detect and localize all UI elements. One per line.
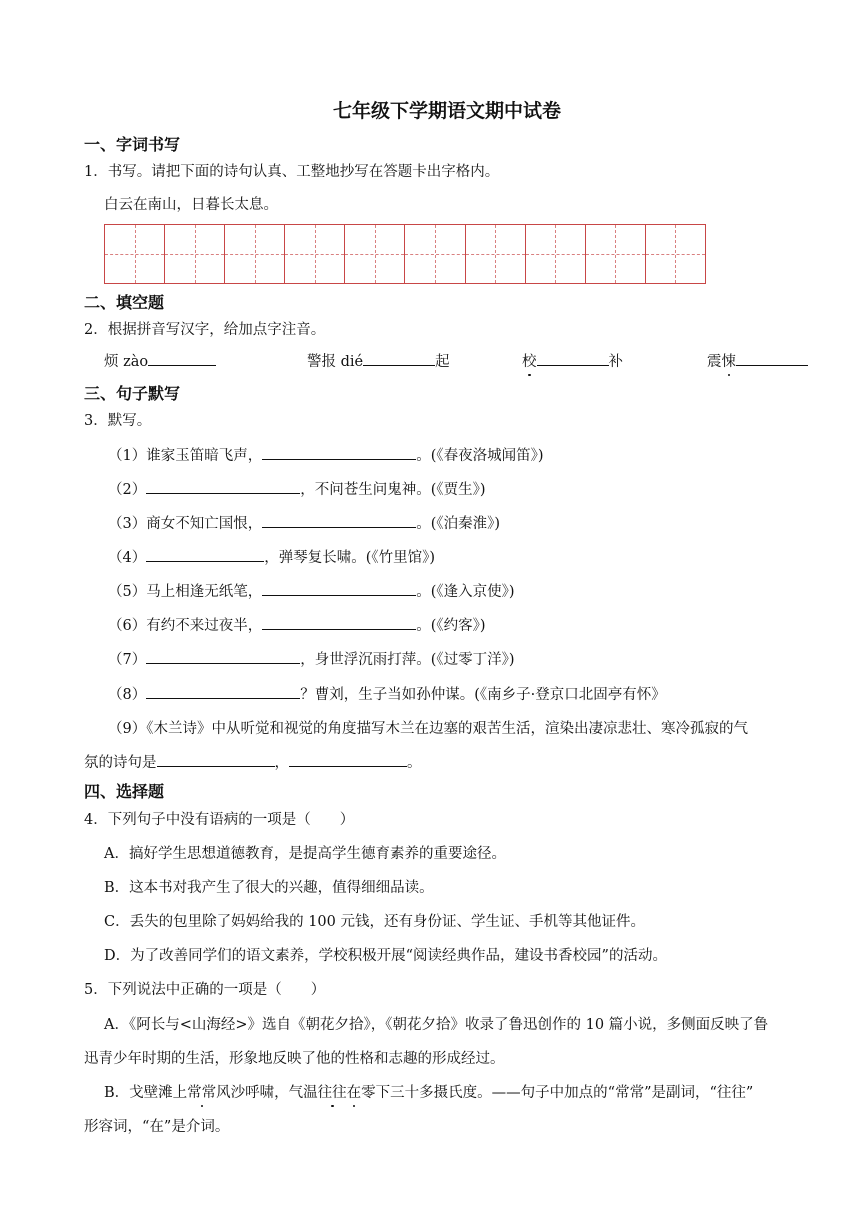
text-part: 零下三十多摄氏度。——句子中加点的“常常”是副词，“往往” (361, 1085, 754, 1101)
answer-blank[interactable] (363, 351, 435, 366)
dotted-word: 在 (346, 1085, 362, 1101)
grid-cell[interactable] (466, 225, 526, 283)
q5-option-a[interactable]: A．《阿长与<山海经>》选自《朝花夕拾》，《朝花夕拾》收录了鲁迅创作的 10 篇小说，多侧面反映了鲁 (104, 1017, 769, 1033)
line-pre: 氛的诗句是 (84, 755, 157, 771)
line-pre: 马上相逢无纸笔， (146, 584, 263, 600)
recite-line-2 (108, 478, 486, 499)
question-5: 5．下列说法中正确的一项是（ ） (84, 982, 326, 998)
grid-cell[interactable] (646, 225, 705, 283)
item-d-char: 震 (707, 354, 722, 370)
answer-blank[interactable] (146, 547, 264, 562)
grid-cell[interactable] (526, 225, 586, 283)
answer-blank[interactable] (146, 649, 300, 664)
dotted-word: 往往 (317, 1085, 347, 1101)
answer-blank[interactable] (262, 513, 416, 528)
recite-line-7 (108, 648, 515, 669)
answer-blank[interactable] (537, 351, 609, 366)
recite-line-9-cont (84, 751, 422, 772)
answer-blank[interactable] (146, 479, 300, 494)
item-c-suffix: 补 (608, 354, 623, 370)
line-num: （4） (108, 550, 147, 566)
grid-cell[interactable] (285, 225, 345, 283)
line-post: 。(《约客》) (416, 618, 486, 634)
section1-heading: 一、字词书写 (84, 135, 181, 154)
recite-line-4 (108, 546, 435, 567)
answer-blank[interactable] (157, 752, 275, 767)
grid-cell[interactable] (586, 225, 646, 283)
q5-option-b-cont: 形容词，“在”是介词。 (84, 1119, 230, 1135)
line-end: 。 (407, 755, 422, 771)
line-post: 。(《逢入京使》) (416, 584, 515, 600)
question-4: 4．下列句子中没有语病的一项是（ ） (84, 812, 355, 828)
fill-item-d (707, 350, 808, 371)
item-b-label: 警报 dié (307, 354, 364, 370)
grid-cell[interactable] (225, 225, 285, 283)
writing-grid[interactable] (104, 224, 706, 284)
grid-cell[interactable] (165, 225, 225, 283)
line-post: 。(《泊秦淮》) (416, 516, 501, 532)
line-post: ，弹琴复长啸。(《竹里馆》) (264, 550, 436, 566)
q4-option-b[interactable]: B．这本书对我产生了很大的兴趣，值得细细品读。 (104, 880, 434, 896)
line-pre: 有约不来过夜半， (146, 618, 263, 634)
answer-blank[interactable] (148, 351, 216, 366)
section3-heading: 三、句子默写 (84, 384, 181, 403)
q5-option-b[interactable] (104, 1081, 753, 1102)
line-post: ，身世浮沉雨打萍。(《过零丁洋》) (300, 652, 515, 668)
line-num: （6） (108, 618, 147, 634)
answer-blank[interactable] (262, 445, 416, 460)
line-post: ？曹刘，生子当如孙仲谋。(《南乡子·登京口北固亭有怀》 (300, 687, 666, 703)
section4-heading: 四、选择题 (84, 782, 165, 801)
q4-option-d[interactable]: D．为了改善同学们的语文素养，学校积极开展“阅读经典作品，建设书香校园”的活动。 (104, 948, 667, 964)
line-pre: 谁家玉笛暗飞声， (146, 448, 263, 464)
q5-option-a-cont: 迅青少年时期的生活，形象地反映了他的性格和志趣的形成经过。 (84, 1051, 505, 1067)
line-comma: ， (274, 755, 289, 771)
answer-blank[interactable] (289, 752, 407, 767)
answer-blank[interactable] (736, 351, 808, 366)
question-2: 2．根据拼音写汉字，给加点字注音。 (84, 322, 326, 338)
answer-blank[interactable] (146, 684, 300, 699)
line-post: ，不问苍生问鬼神。(《贾生》) (300, 482, 486, 498)
grid-cell[interactable] (405, 225, 465, 283)
recite-line-1 (108, 444, 544, 465)
line-num: （7） (108, 652, 147, 668)
section2-heading: 二、填空题 (84, 293, 165, 312)
answer-blank[interactable] (262, 581, 416, 596)
dotted-char: 悚 (721, 354, 736, 370)
dotted-word: 常常 (187, 1085, 217, 1101)
line-num: （1） (108, 448, 147, 464)
line-post: 。(《春夜洛城闻笛》) (416, 448, 544, 464)
q4-option-c[interactable]: C．丢失的包里除了妈妈给我的 100 元钱，还有身份证、学生证、手机等其他证件。 (104, 914, 645, 930)
page-title: 七年级下学期语文期中试卷 (333, 100, 562, 122)
recite-line-9: （9）《木兰诗》中从听觉和视觉的角度描写木兰在边塞的艰苦生活，渲染出凄凉悲壮、寒冷孤寂的气 (108, 721, 748, 737)
fill-item-a (104, 350, 216, 371)
line-num: （5） (108, 584, 147, 600)
fill-item-c (522, 350, 623, 371)
fill-item-b (307, 350, 450, 371)
question-1: 1．书写。请把下面的诗句认真、工整地抄写在答题卡出字格内。 (84, 164, 500, 180)
answer-blank[interactable] (262, 615, 416, 630)
item-b-suffix: 起 (435, 354, 450, 370)
recite-line-8 (108, 683, 666, 704)
line-num: （8） (108, 687, 147, 703)
item-a-label: 烦 zào (104, 354, 149, 370)
poem-line: 白云在南山，日暮长太息。 (104, 197, 278, 213)
recite-line-5 (108, 580, 515, 601)
q4-option-a[interactable]: A．搞好学生思想道德教育，是提高学生德育素养的重要途径。 (104, 846, 506, 862)
grid-cell[interactable] (345, 225, 405, 283)
text-part: B．戈壁滩上 (104, 1085, 188, 1101)
recite-line-3 (108, 512, 500, 533)
line-pre: 商女不知亡国恨， (146, 516, 263, 532)
line-num: （3） (108, 516, 147, 532)
recite-line-6 (108, 614, 486, 635)
text-part: 风沙呼啸，气温 (216, 1085, 318, 1101)
line-num: （2） (108, 482, 147, 498)
dotted-char: 校 (522, 354, 537, 370)
grid-cell[interactable] (105, 225, 165, 283)
question-3: 3．默写。 (84, 413, 152, 429)
